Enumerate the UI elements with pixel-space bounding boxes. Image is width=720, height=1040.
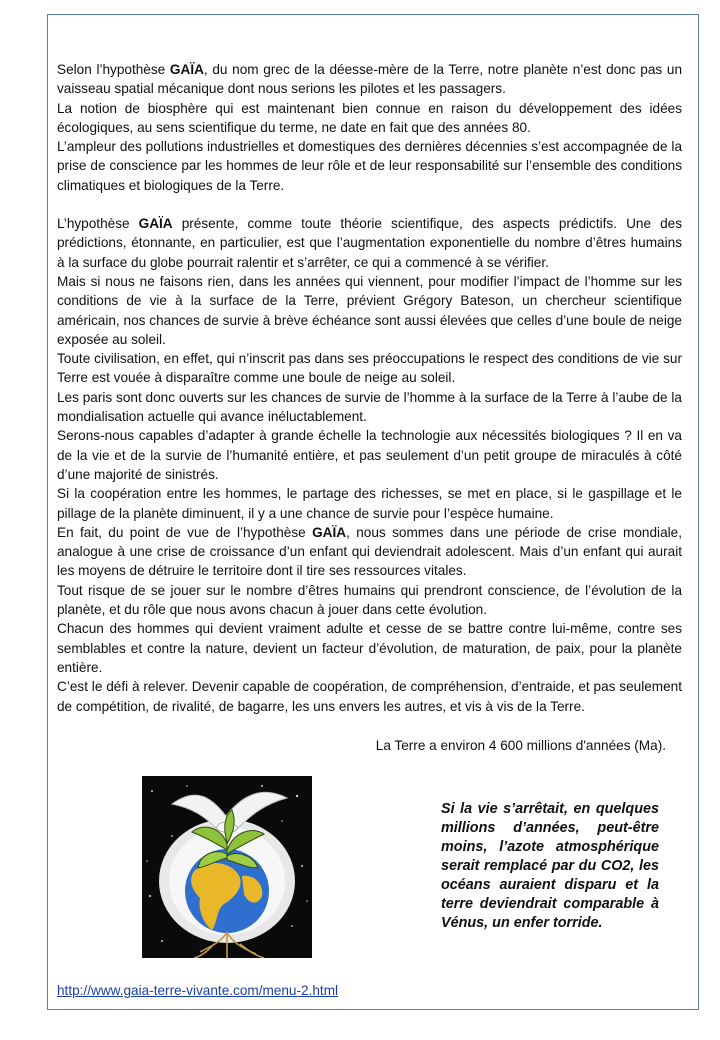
paragraph: L’hypothèse GAÏA présente, comme toute théorie scientifique, des aspects prédictifs. Une des prédictions, étonnante, en particulier, est que l’augmentation exponentielle du nombre d’êtres humains à la surface du globe pourrait ralentir et s’arrêter, ce qui a commencé à se vérifier.: [57, 216, 682, 270]
paragraph: Mais si nous ne faisons rien, dans les années qui viennent, pour modifier l’impact de l’homme sur les conditions de vie à la surface de la Terre, prévient Grégory Bateson, un chercheur scientifique américain, nos chances de survie à brève échéance sont aussi élevées que celles d’une boule de neige exposée au soleil.: [57, 273, 682, 347]
paragraph: C’est le défi à relever. Devenir capable de coopération, de compréhension, d’entraide, et pas seulement de compétition, de rivalité, de bagarre, les uns envers les autres, et vis à vis de la Terre.: [57, 679, 682, 714]
paragraph: Chacun des hommes qui devient vraiment adulte et cesse de se battre contre lui-même, contre ses semblables et contre la nature, devient un facteur d’évolution, de maturation, de paix, pour la planète entière.: [57, 621, 682, 675]
paragraph: L’ampleur des pollutions industrielles et domestiques des dernières décennies s’est accompagnée de la prise de conscience par les hommes de leur rôle et de leur responsabilité sur l’ensemble des conditions climatiques et biologiques de la Terre.: [57, 139, 682, 193]
paragraph: Selon l’hypothèse GAÏA, du nom grec de la déesse-mère de la Terre, notre planète n’est donc pas un vaisseau spatial mécanique dont nous serions les pilotes et les passagers.: [57, 62, 683, 97]
gaia-illustration: [142, 776, 312, 958]
paragraph: En fait, du point de vue de l’hypothèse GAÏA, nous sommes dans une période de crise mondiale, analogue à une crise de croissance d’un enfant qui deviendrait adolescent. Mais d’un enfant qui aurait les moyens de détruire le territoire dont il tire ses ressources vitales.: [57, 524, 682, 579]
paragraph: La notion de biosphère qui est maintenant bien connue en raison du développement des idées écologiques, au sens scientifique du terme, ne date en fait que des années 80.: [57, 100, 682, 135]
quote-text: Si la vie s’arrêtait, en quelques millions d’années, peut-être moins, l’azote atmosphérique serait remplacé par du CO2, les océans auraient disparu et la terre deviendrait comparable à Vénus, un enfer torride.: [441, 801, 659, 931]
paragraph: Si la coopération entre les hommes, le partage des richesses, se met en place, si le gaspillage et le pillage de la planète diminuent, il y a une chance de survie pour l’espèce humaine.: [57, 486, 682, 521]
paragraph: Serons-nous capables d’adapter à grande échelle la technologie aux nécessités biologiques ? Il en va de la vie et de la survie de l’humanité entière, et pas seulement d’un petit groupe de miraculés à côté d’une majorité de sinistrés.: [57, 428, 682, 482]
earth-age-note: La Terre a environ 4 600 millions d'années (Ma).: [375, 738, 666, 753]
source-link[interactable]: http://www.gaia-terre-vivante.com/menu-2.html: [57, 983, 339, 998]
gaia-term: GAÏA: [312, 524, 347, 540]
gaia-term: GAÏA: [169, 62, 204, 77]
paragraph: Les paris sont donc ouverts sur les chances de survie de l’homme à la surface de la Terre à l’aube de la mondialisation actuelle qui avance inéluctablement.: [57, 389, 682, 425]
gaia-term: GAÏA: [138, 216, 173, 232]
article-body: [57, 60, 682, 716]
paragraph: Tout risque de se jouer sur le nombre d’êtres humains qui prendront conscience, de l’évolution de la planète, et du rôle que nous avons chacun à jouer dans cette évolution.: [57, 582, 682, 618]
paragraph: Toute civilisation, en effet, qui n’inscrit pas dans ses préoccupations le respect des conditions de vie sur Terre est vouée à disparaître comme une boule de neige au soleil.: [57, 351, 682, 386]
